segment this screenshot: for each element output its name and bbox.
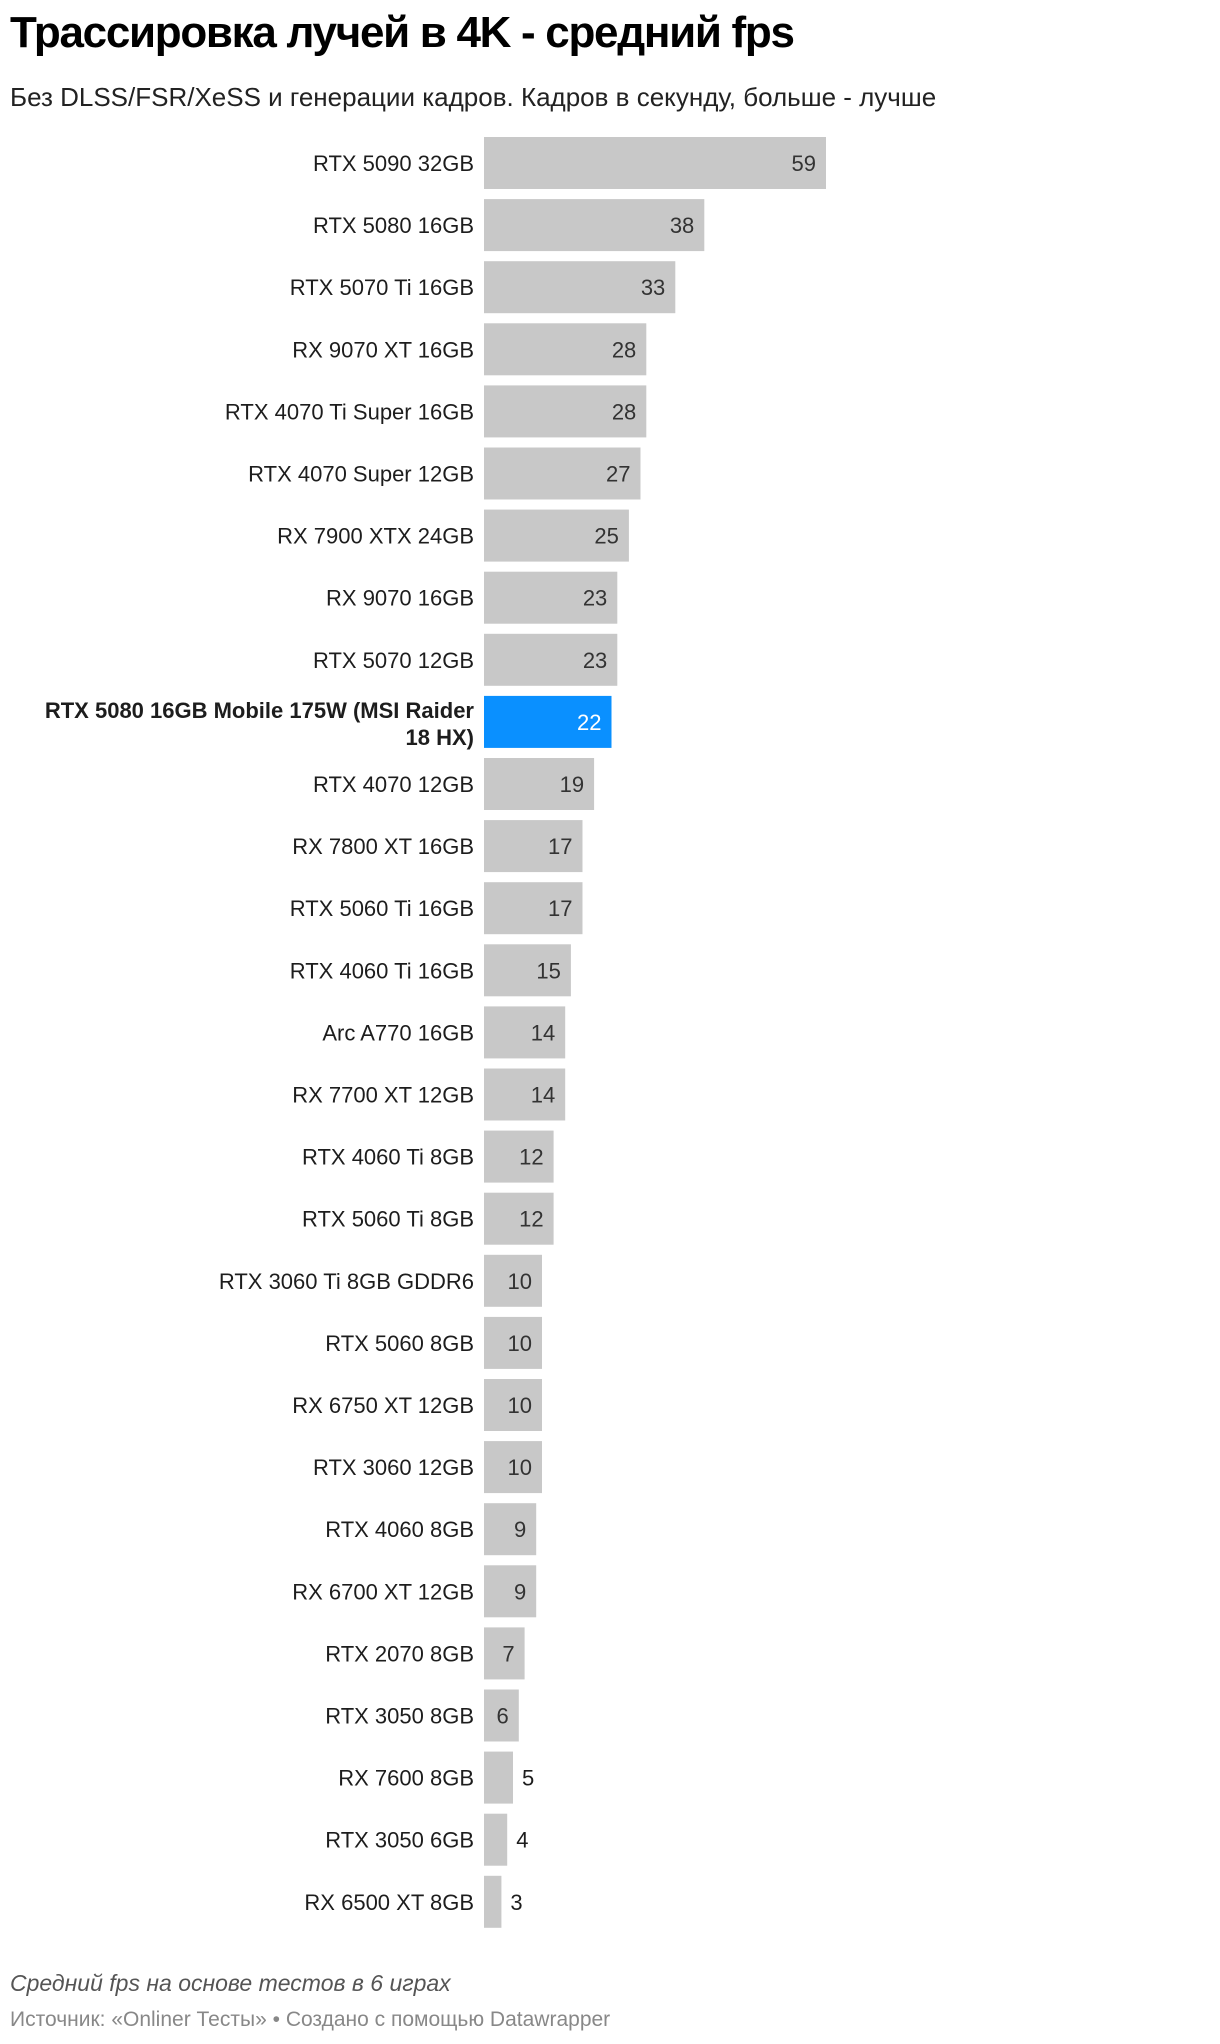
value-label-rtx-4070-12gb: 19: [559, 772, 585, 797]
value-label-rtx-3060-ti-8gb-gddr6: 10: [507, 1268, 532, 1294]
source-label: Источник:: [10, 2008, 106, 2031]
value-label-rtx-5060-ti-8gb: 12: [519, 1206, 544, 1232]
chart-subtitle: Без DLSS/FSR/XeSS и генерации кадров. Кадров в секунду, больше - лучше: [10, 82, 937, 112]
value-label-rtx-4060-ti-8gb: 12: [519, 1144, 544, 1170]
value-label-rx-9070-xt-16gb: 28: [611, 337, 637, 363]
category-label-rtx-5090-32gb: RTX 5090 32GB: [312, 151, 474, 176]
category-label-rtx-5070-12gb: RTX 5070 12GB: [312, 647, 474, 673]
bar-row-rtx-5090-32gb: [313, 137, 826, 189]
value-label-rtx-3060-12gb: 10: [507, 1455, 532, 1481]
bar-rx-6700-xt-12gb: [484, 1565, 536, 1617]
chart-title: Трассировка лучей в 4K - средний fps: [10, 8, 794, 57]
chart-note: Средний fps на основе тестов в 6 играх: [10, 1970, 451, 1996]
value-label-rtx-2070-8gb: 7: [502, 1641, 515, 1667]
category-label-rtx-3060-12gb: RTX 3060 12GB: [312, 1455, 474, 1481]
bar-row-rtx-4070-ti-super-16gb: [225, 385, 646, 437]
bar-rtx-5090-32gb: [484, 137, 826, 189]
category-label-rtx-4060-8gb: RTX 4060 8GB: [325, 1517, 474, 1543]
bar-row-rtx-4060-ti-16gb: [290, 944, 571, 996]
value-label-rtx-5080-16gb-mobile-175w-msi-raider-18-hx: 22: [577, 709, 602, 735]
category-label-rtx-5070-ti-16gb: RTX 5070 Ti 16GB: [289, 275, 474, 301]
bar-row-arc-a770-16gb: [322, 1006, 565, 1058]
bar-row-rtx-4070-super-12gb: [248, 448, 640, 500]
category-label-rtx-3060-ti-8gb-gddr6: RTX 3060 Ti 8GB GDDR6: [218, 1268, 474, 1294]
value-label-rx-7600-8gb: 5: [522, 1765, 535, 1791]
category-label-rtx-5080-16gb-mobile-175w-msi-raider-18-hx: RTX 5080 16GB Mobile 175W (MSI Raider 18 HX): [44, 697, 474, 750]
bar-rx-7600-8gb: [484, 1752, 513, 1804]
category-label-rx-7600-8gb: RX 7600 8GB: [338, 1765, 474, 1791]
bar-row-rtx-5070-12gb: [313, 634, 617, 686]
category-label-rtx-4070-ti-super-16gb: RTX 4070 Ti Super 16GB: [224, 399, 474, 425]
bar-row-rx-7800-xt-16gb: [292, 820, 582, 872]
bar-row-rx-7700-xt-12gb: [292, 1069, 565, 1121]
value-label-rx-6700-xt-12gb: 9: [513, 1579, 527, 1605]
bar-row-rtx-3050-8gb: [325, 1690, 519, 1742]
category-label-rx-7800-xt-16gb: RX 7800 XT 16GB: [292, 834, 474, 860]
bar-rtx-3050-6gb: [484, 1814, 507, 1866]
chart-source: [10, 2008, 610, 2032]
category-label-rx-7900-xtx-24gb: RX 7900 XTX 24GB: [277, 523, 474, 549]
bar-row-rtx-3060-12gb: [313, 1441, 542, 1493]
category-label-rtx-4060-ti-8gb: RTX 4060 Ti 8GB: [301, 1144, 474, 1170]
value-label-rtx-5080-16gb: 38: [669, 213, 695, 239]
bar-row-rx-6500-xt-8gb: [304, 1876, 522, 1928]
category-label-rtx-4060-ti-16gb: RTX 4060 Ti 16GB: [289, 958, 474, 984]
category-label-rtx-3050-6gb: RTX 3050 6GB: [325, 1827, 474, 1853]
category-label-rx-6750-xt-12gb: RX 6750 XT 12GB: [292, 1393, 474, 1418]
category-label-rtx-2070-8gb: RTX 2070 8GB: [325, 1641, 474, 1667]
bar-row-rtx-4070-12gb: [313, 758, 594, 810]
source-separator: •: [272, 2008, 280, 2031]
value-label-rx-6500-xt-8gb: 3: [510, 1889, 523, 1915]
bar-row-rx-7600-8gb: [338, 1752, 534, 1804]
value-label-rtx-5070-12gb: 23: [582, 647, 608, 673]
bar-row-rtx-5080-16gb: [313, 199, 704, 251]
value-label-rx-9070-16gb: 23: [582, 585, 608, 611]
value-label-rtx-4070-super-12gb: 27: [606, 461, 631, 487]
source-value: «Onliner Тесты»: [111, 2008, 267, 2031]
category-label-rtx-5060-ti-16gb: RTX 5060 Ti 16GB: [289, 896, 474, 922]
bar-row-rx-6750-xt-12gb: [292, 1379, 542, 1431]
bar-row-rx-9070-16gb: [326, 572, 617, 624]
value-label-rtx-4070-ti-super-16gb: 28: [611, 399, 637, 425]
value-label-rtx-5070-ti-16gb: 33: [640, 275, 666, 301]
value-label-rx-7700-xt-12gb: 14: [530, 1082, 556, 1108]
bar-row-rtx-5060-ti-16gb: [290, 882, 583, 934]
value-label-rtx-4060-8gb: 9: [513, 1517, 527, 1543]
value-label-rtx-4060-ti-16gb: 15: [536, 958, 561, 984]
value-label-rx-7800-xt-16gb: 17: [548, 834, 573, 860]
value-label-rtx-5090-32gb: 59: [791, 151, 816, 176]
value-label-rtx-5060-ti-16gb: 17: [548, 896, 573, 922]
bar-rx-6500-xt-8gb: [484, 1876, 501, 1928]
category-label-rx-9070-xt-16gb: RX 9070 XT 16GB: [292, 337, 474, 363]
bar-row-rx-6700-xt-12gb: [292, 1565, 536, 1617]
value-label-rtx-5060-8gb: 10: [507, 1330, 532, 1356]
bar-row-rtx-2070-8gb: [325, 1627, 524, 1679]
credit-text: Создано с помощью Datawrapper: [285, 2008, 611, 2031]
value-label-arc-a770-16gb: 14: [530, 1020, 556, 1046]
bar-row-rx-7900-xtx-24gb: [277, 510, 629, 562]
bar-rtx-4060-8gb: [484, 1503, 536, 1555]
category-label-rtx-5060-8gb: RTX 5060 8GB: [325, 1330, 474, 1356]
bar-row-rtx-5080-16gb-mobile-175w-msi-raider-18-hx: [45, 696, 612, 750]
bar-row-rtx-3050-6gb: [325, 1814, 528, 1866]
value-label-rtx-3050-8gb: 6: [496, 1703, 509, 1729]
category-label-rx-9070-16gb: RX 9070 16GB: [326, 585, 474, 611]
value-label-rx-6750-xt-12gb: 10: [507, 1393, 532, 1418]
category-label-rtx-4070-super-12gb: RTX 4070 Super 12GB: [248, 461, 474, 487]
category-label-rx-6500-xt-8gb: RX 6500 XT 8GB: [304, 1889, 474, 1915]
category-label-rtx-5080-16gb: RTX 5080 16GB: [312, 213, 474, 239]
category-label-arc-a770-16gb: Arc A770 16GB: [322, 1020, 474, 1046]
category-label-rx-7700-xt-12gb: RX 7700 XT 12GB: [292, 1082, 474, 1108]
bar-row-rx-9070-xt-16gb: [292, 323, 646, 375]
bar-row-rtx-5060-ti-8gb: [302, 1193, 554, 1245]
bar-row-rtx-4060-8gb: [325, 1503, 536, 1555]
value-label-rtx-3050-6gb: 4: [516, 1827, 529, 1853]
category-label-rtx-3050-8gb: RTX 3050 8GB: [325, 1703, 474, 1729]
category-label-rtx-5060-ti-8gb: RTX 5060 Ti 8GB: [301, 1206, 474, 1232]
bar-row-rtx-5070-ti-16gb: [290, 261, 676, 313]
bar-row-rtx-5060-8gb: [325, 1317, 542, 1369]
value-label-rx-7900-xtx-24gb: 25: [594, 523, 619, 549]
category-label-rtx-4070-12gb: RTX 4070 12GB: [312, 772, 474, 797]
category-label-rx-6700-xt-12gb: RX 6700 XT 12GB: [292, 1579, 474, 1605]
bar-row-rtx-3060-ti-8gb-gddr6: [219, 1255, 542, 1307]
bar-row-rtx-4060-ti-8gb: [302, 1131, 554, 1183]
